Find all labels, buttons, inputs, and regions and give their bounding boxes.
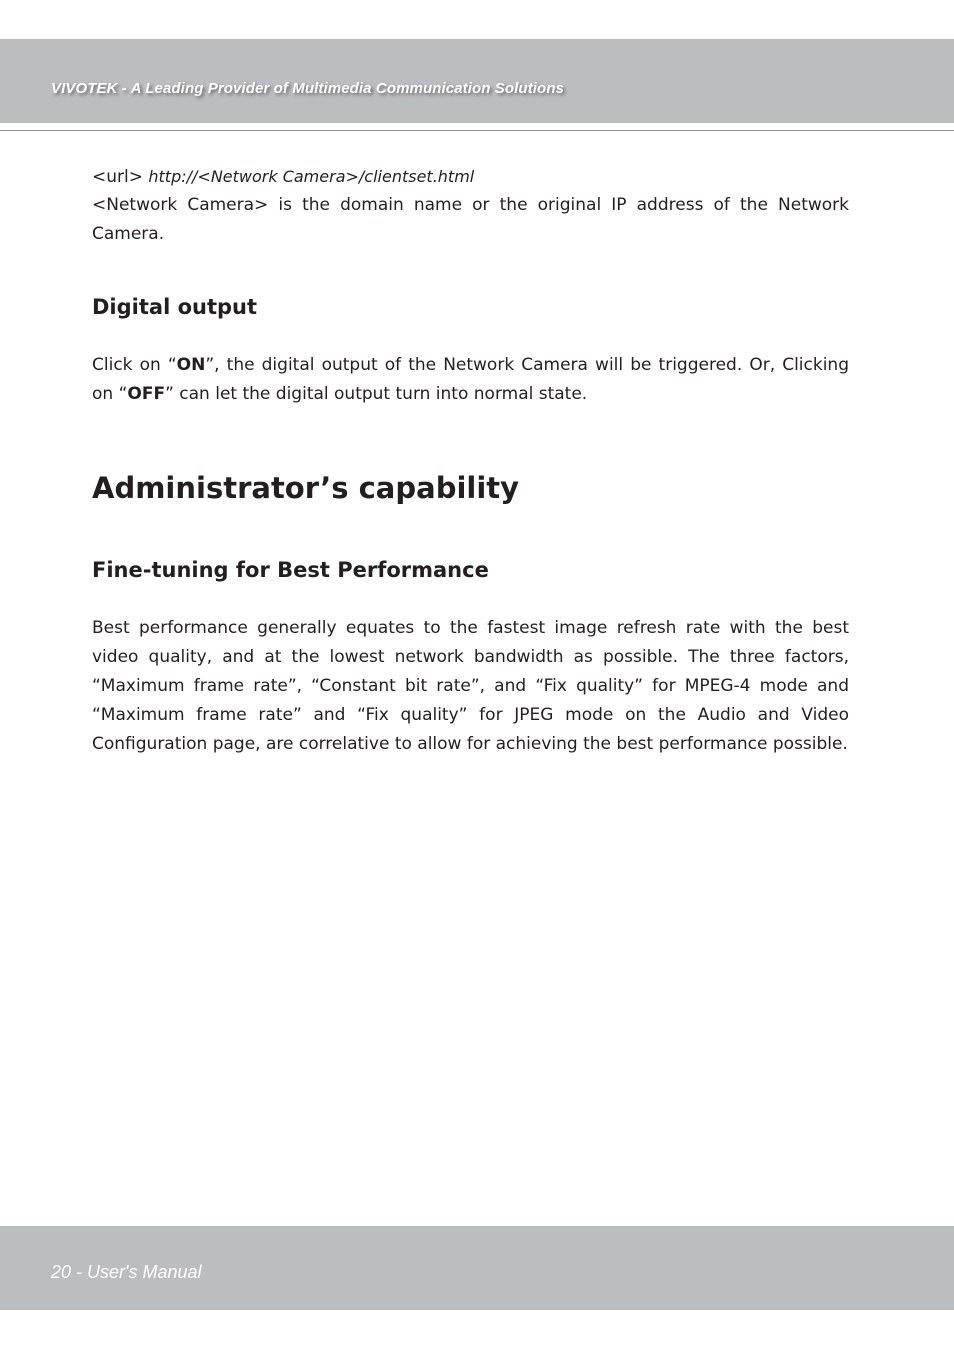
url-line (92, 162, 849, 191)
header-title: VIVOTEK - A Leading Provider of Multimedia Communication Solutions (51, 80, 565, 97)
digital-output-heading: Digital output (92, 295, 258, 319)
digital-output-paragraph (92, 351, 849, 409)
digital-output-text-3: ” can let the digital output turn into normal state. (165, 384, 588, 404)
digital-output-text-2: ”, the digital output of the Network Camera will be triggered. Or, Clicking on “ (92, 355, 849, 404)
page-content (92, 162, 849, 759)
fine-tuning-paragraph: Best performance generally equates to the fastest image refresh rate with the best video quality, and at the lowest network bandwidth as possible. The three factors, “Maximum frame rate”, “Constant bit rate”, and “Fix quality” for MPEG-4 mode and “Maximum frame rate” and “Fix quality” for JPEG mode on the Audio and Video Configuration page, are correlative to allow for achieving the best performance possible. (92, 618, 849, 754)
client-settings-url: http://<Network Camera>/clientset.html (148, 167, 475, 186)
off-label: OFF (127, 384, 166, 404)
header-divider (0, 130, 954, 131)
footer-page-label: 20 - User's Manual (51, 1262, 202, 1282)
digital-output-text-1: Click on “ (92, 355, 177, 375)
fine-tuning-heading: Fine-tuning for Best Performance (92, 558, 489, 582)
on-label: ON (176, 355, 206, 375)
url-prefix: <url> (92, 167, 143, 187)
url-description: <Network Camera> is the domain name or the original IP address of the Network Camera. (92, 195, 849, 244)
admin-capability-heading: Administrator’s capability (92, 471, 520, 505)
